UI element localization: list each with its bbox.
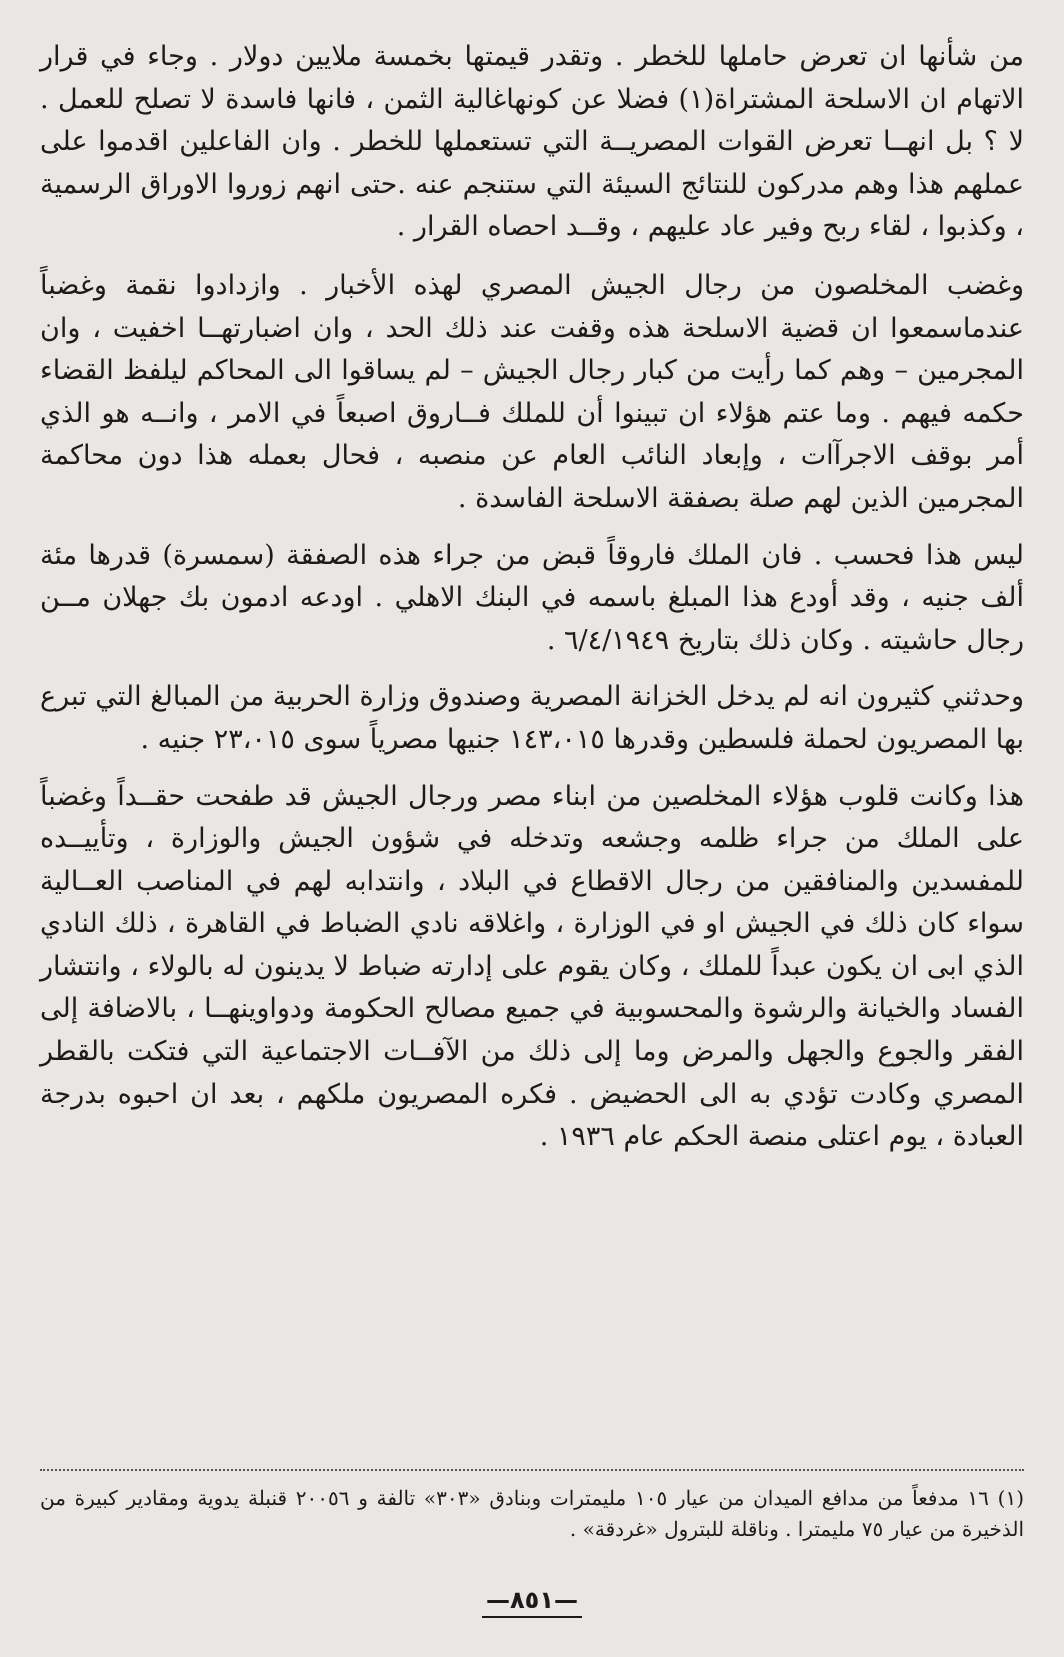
paragraph-1: من شأنها ان تعرض حاملها للخطر . وتقدر قيمتها بخمسة ملايين دولار . وجاء في قرار الاتهام ان الاسلحة المشتراة(١) فضلا عن كونهاغالية الثمن ، فانها فاسدة لا تصلح للعمل . لا ؟ بل انهــا تعرض القوات المصريــة التي تستعملها للخطر . وان الفاعلين اقدموا على عملهم هذا وهم مدركون للنتائج السيئة التي ستنجم عنه .حتى انهم زوروا الاوراق الرسمية ، وكذبوا ، لقاء ربح وفير عاد عليهم ، وقــد احصاه القرار . [40,41,1024,243]
main-text [40,36,1024,1159]
paragraph-4: وحدثني كثيرون انه لم يدخل الخزانة المصرية وصندوق وزارة الحربية من المبالغ التي تبرع بها المصريون لحملة فلسطين وقدرها ١٤٣،٠١٥ جنيها مصرياً سوى ٢٣،٠١٥ جنيه . [40,681,1024,755]
paragraph-5: هذا وكانت قلوب هؤلاء المخلصين من ابناء مصر ورجال الجيش قد طفحت حقــداً وغضباً على الملك من جراء ظلمه وجشعه وتدخله في شؤون الجيش والوزارة ، وتأييــده للمفسدين والمنافقين من رجال الاقطاع في البلاد ، وانتدابه لهم في المناصب العــالية سواء كان ذلك في الجيش او في الوزارة ، واغلاقه نادي الضباط في القاهرة ، ذلك النادي الذي ابى ان يكون عبداً للملك ، وكان يقوم على إدارته ضباط لا يدينون له بالولاء ، وانتشار الفساد والخيانة والرشوة والمحسوبية في جميع مصالح الحكومة ودواوينهــا ، بالاضافة إلى الفقر والجوع والجهل والمرض وما إلى ذلك من الآفــات الاجتماعية التي فتكت بالقطر المصري وكادت تؤدي به الى الحضيض . فكره المصريون ملكهم ، بعد ان احبوه بدرجة العبادة ، يوم اعتلى منصة الحكم عام ١٩٣٦ . [40,780,1024,1153]
page-number: —٨٥١— [482,1586,582,1618]
paragraph-2: وغضب المخلصون من رجال الجيش المصري لهذه الأخبار . وازدادوا نقمة وغضباً عندماسمعوا ان قضية الاسلحة هذه وقفت عند ذلك الحد ، وان اضبارتهــا اخفيت ، وان المجرمين – وهم كما رأيت من كبار رجال الجيش – لم يساقوا الى المحاكم ليلفظ القضاء حكمه فيهم . وما عتم هؤلاء ان تبينوا أن للملك فــاروق اصبعاً في الامر ، وانــه هو الذي أمر بوقف الاجرآات ، وإبعاد النائب العام عن منصبه ، فحال بعمله هذا دون محاكمة المجرمين الذين لهم صلة بصفقة الاسلحة الفاسدة . [40,269,1025,514]
page-number-container [0,1585,1064,1618]
footnote: (١) ١٦ مدفعاً من مدافع الميدان من عيار ١٠٥ مليمترات وبنادق «٣٠٣» تالفة و ٢٠٠٥٦ قنبلة يدوية ومقادير كبيرة من الذخيرة من عيار ٧٥ مليمترا . وناقلة للبترول «غردقة» . [40,1486,1025,1541]
footnote-divider [40,1469,1024,1471]
paragraph-3: ليس هذا فحسب . فان الملك فاروقاً قبض من جراء هذه الصفقة (سمسرة) قدرها مئة ألف جنيه ، وقد أودع هذا المبلغ باسمه في البنك الاهلي . اودعه ادمون بك جهلان مــن رجال حاشيته . وكان ذلك بتاريخ ٦/٤/١٩٤٩ . [40,539,1024,656]
